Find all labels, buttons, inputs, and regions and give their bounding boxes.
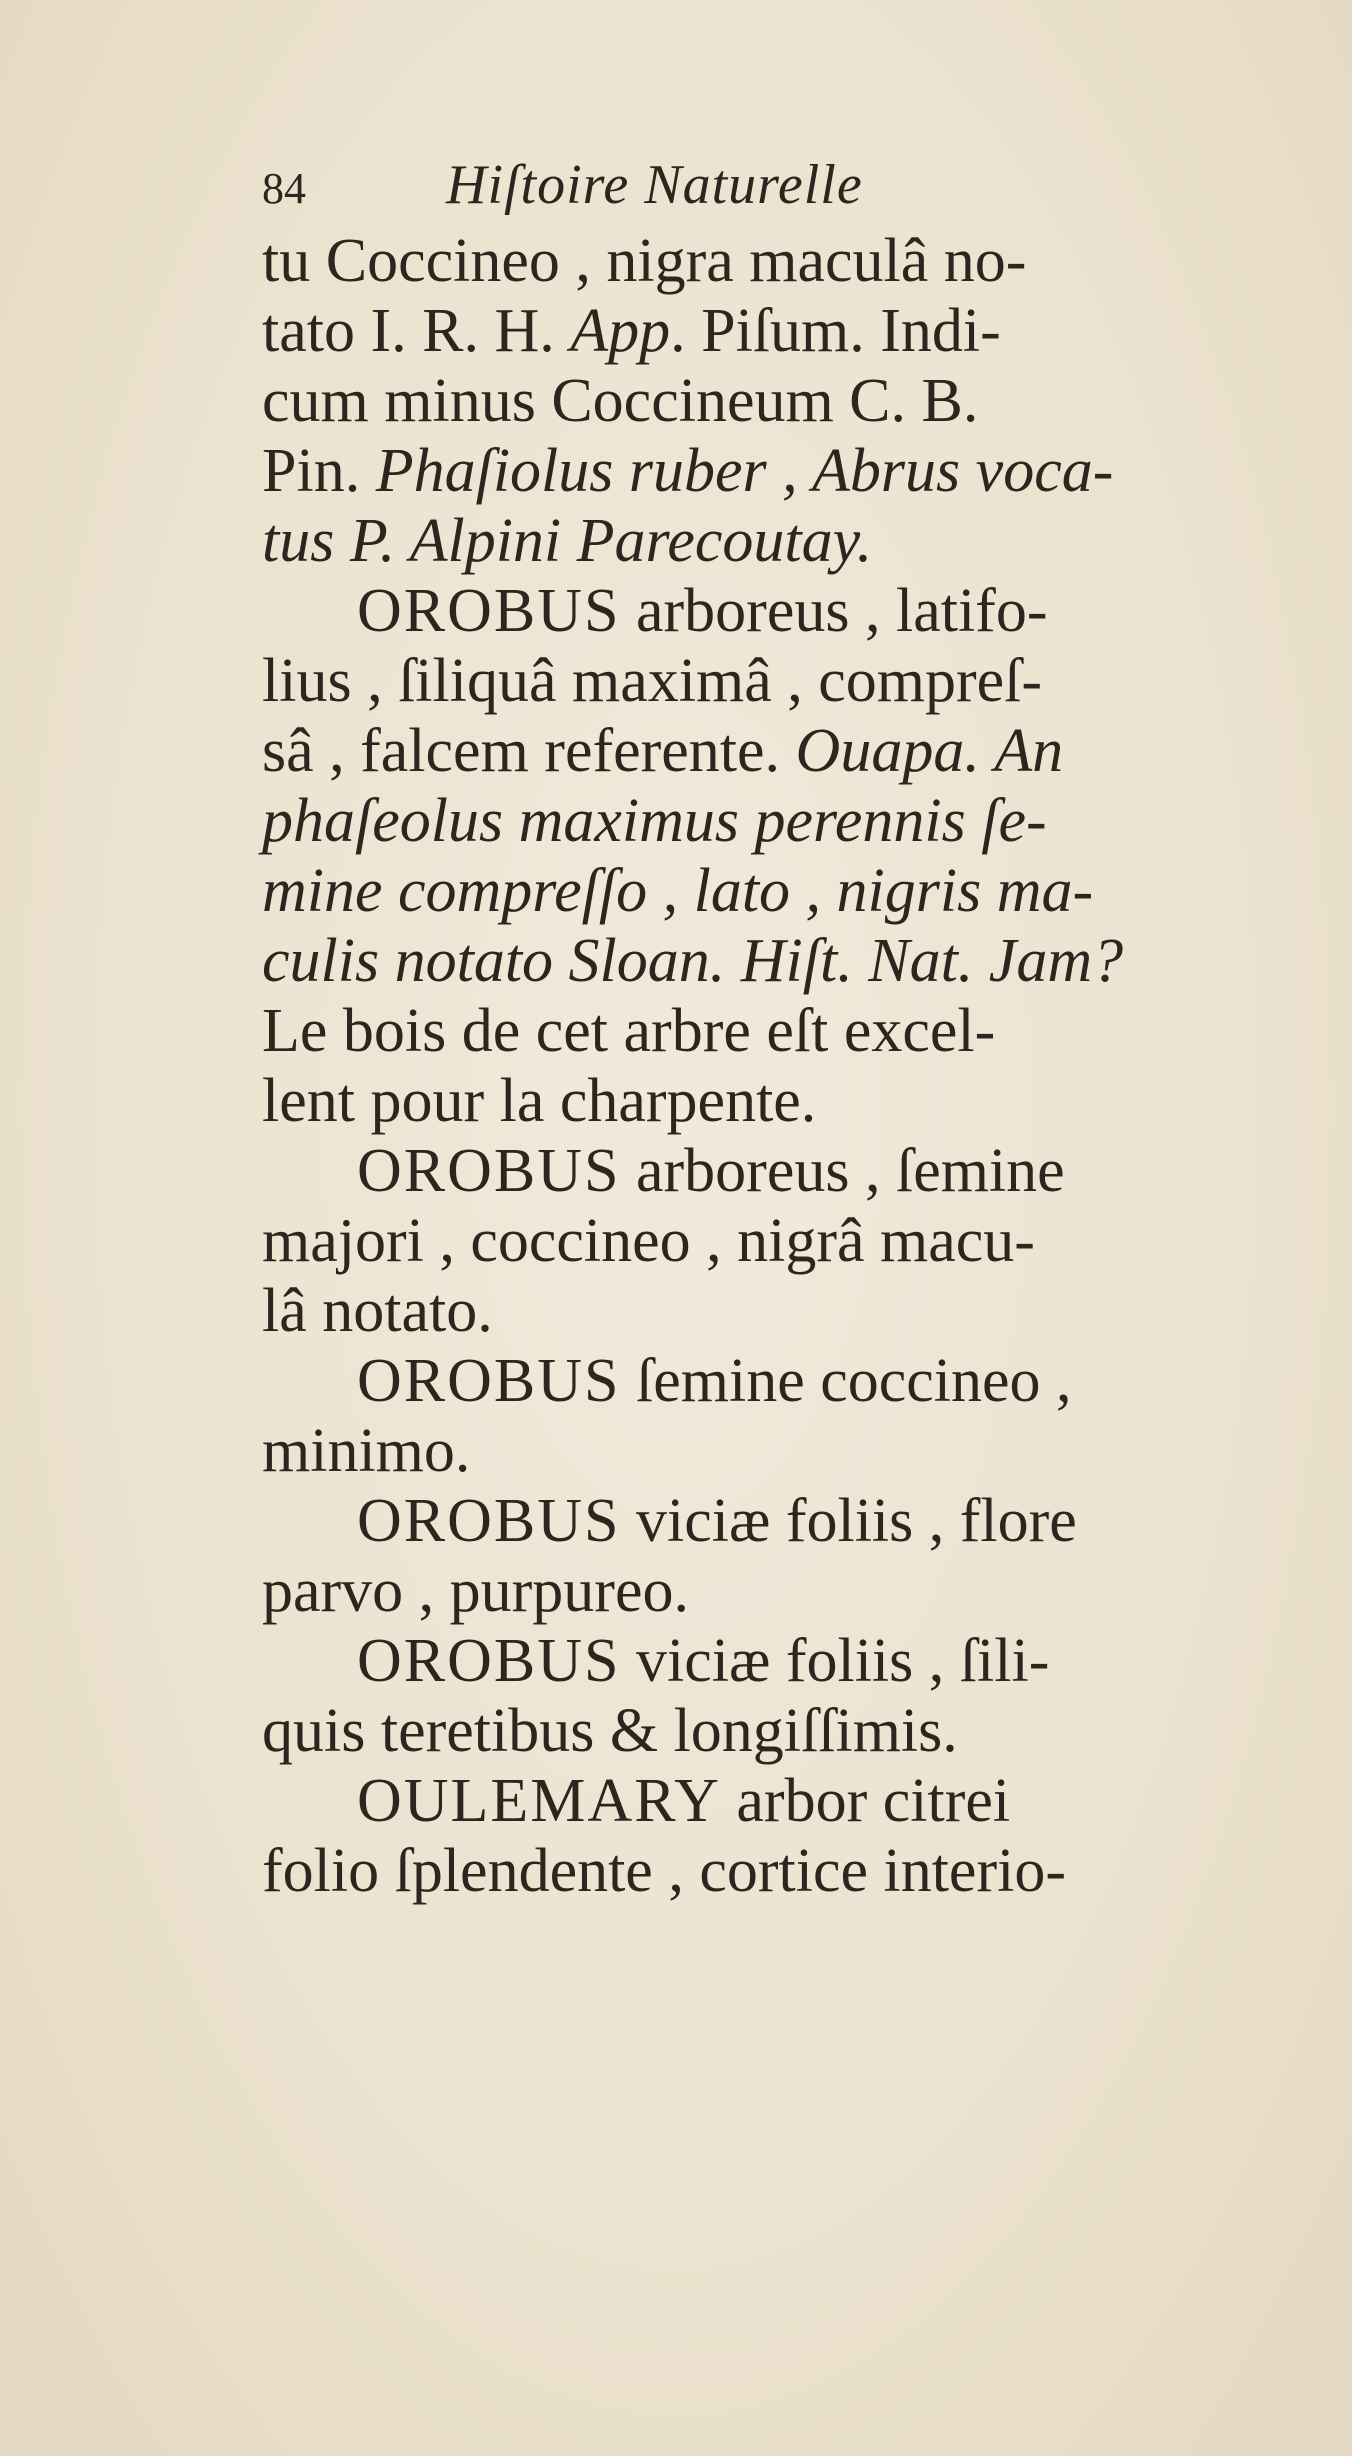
- entry-heading-line: OROBUS arboreus , latifo-: [357, 577, 1048, 645]
- page-header: [262, 150, 1162, 220]
- text-line: sâ , falcem referente. Ouapa. An: [262, 717, 1064, 785]
- text-line: tus P. Alpini Parecoutay.: [262, 507, 873, 575]
- text-line: tu Coccineo , nigra maculâ no-: [262, 227, 1027, 295]
- running-title: Hiſtoire Naturelle: [446, 154, 863, 216]
- text-line: culis notato Sloan. Hiſt. Nat. Jam?: [262, 927, 1124, 995]
- entry-heading: OROBUS: [357, 1487, 621, 1555]
- entry-heading: OROBUS: [357, 577, 621, 645]
- entry-heading: OROBUS: [357, 1627, 621, 1695]
- entry-heading: OROBUS: [357, 1137, 621, 1205]
- entry-heading-line: OULEMARY arbor citrei: [357, 1767, 1011, 1835]
- entry-heading-line: OROBUS ſemine coccineo ,: [357, 1347, 1072, 1415]
- text-line: cum minus Coccineum C. B.: [262, 367, 979, 435]
- entry-heading-line: OROBUS viciæ foliis , flore: [357, 1487, 1077, 1555]
- text-line: Pin. Phaſiolus ruber , Abrus voca-: [262, 437, 1114, 505]
- entry-heading-line: OROBUS arboreus , ſemine: [357, 1137, 1065, 1205]
- text-line: Le bois de cet arbre eſt excel-: [262, 997, 996, 1065]
- text-line: lâ notato.: [262, 1277, 493, 1345]
- text-line: folio ſplendente , cortice interio-: [262, 1837, 1066, 1905]
- text-line: lius , ſiliquâ maximâ , compreſ-: [262, 647, 1042, 715]
- entry-heading-line: OROBUS viciæ foliis , ſili-: [357, 1627, 1050, 1695]
- text-line: minimo.: [262, 1417, 471, 1485]
- body-text: [262, 226, 1302, 1906]
- page-number: 84: [262, 164, 306, 213]
- text-line: tato I. R. H. App. Piſum. Indi-: [262, 297, 1001, 365]
- text-line: majori , coccineo , nigrâ macu-: [262, 1207, 1035, 1275]
- text-line: parvo , purpureo.: [262, 1557, 689, 1625]
- entry-heading: OROBUS: [357, 1347, 621, 1415]
- text-line: lent pour la charpente.: [262, 1067, 817, 1135]
- text-line: quis teretibus & longiſſimis.: [262, 1697, 958, 1765]
- entry-heading: OULEMARY: [357, 1767, 721, 1835]
- text-line: mine compreſſo , lato , nigris ma-: [262, 857, 1094, 925]
- text-line: phaſeolus maximus perennis ſe-: [262, 787, 1047, 855]
